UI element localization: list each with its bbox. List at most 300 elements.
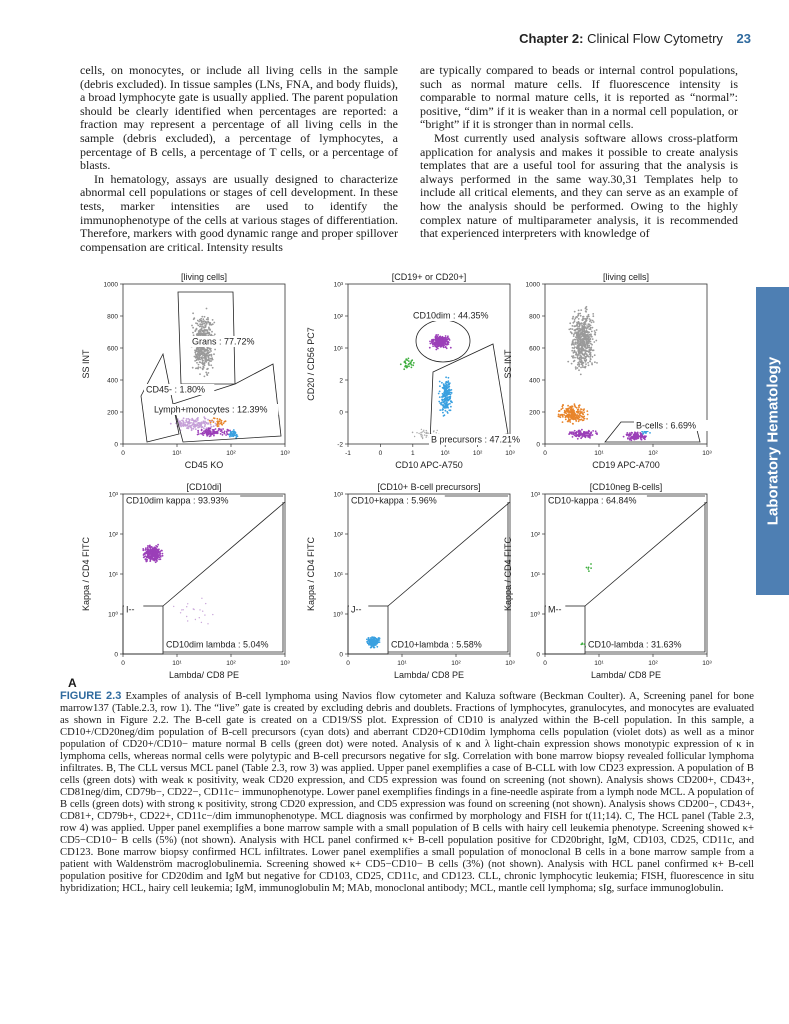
gate-label: Grans : 77.72%: [192, 336, 255, 347]
event-dot: [575, 417, 577, 419]
event-dot: [202, 323, 204, 325]
event-dot: [577, 328, 579, 330]
event-dot: [144, 549, 146, 551]
event-dot: [572, 357, 574, 359]
event-dot: [579, 325, 581, 327]
y-tick-label: 600: [107, 345, 118, 353]
event-dot: [428, 433, 429, 434]
y-tick-label: 10³: [333, 491, 343, 499]
event-dot: [584, 353, 586, 355]
plot-title: [living cells]: [602, 272, 650, 282]
event-dot: [447, 335, 449, 337]
event-dot: [637, 434, 639, 436]
event-dot: [201, 622, 202, 623]
event-dot: [578, 408, 580, 410]
event-dot: [204, 350, 206, 352]
event-dot: [233, 434, 235, 436]
event-dot: [593, 321, 595, 323]
event-dot: [152, 553, 154, 555]
event-dot: [149, 550, 151, 552]
event-dot: [208, 327, 210, 329]
event-dot: [589, 361, 591, 363]
event-dot: [230, 432, 232, 434]
event-dot: [210, 424, 212, 426]
y-tick-label: 800: [107, 313, 118, 321]
event-dot: [562, 416, 564, 418]
event-dot: [582, 328, 584, 330]
event-dot: [448, 390, 450, 392]
event-dot: [213, 322, 215, 324]
event-dot: [635, 434, 637, 436]
event-dot: [194, 350, 196, 352]
event-dot: [145, 547, 147, 549]
event-dot: [580, 374, 582, 376]
event-dot: [184, 422, 186, 424]
y-tick-label: 0: [114, 441, 118, 449]
plot-title: [living cells]: [180, 272, 228, 282]
gate-label: CD10-lambda : 31.63%: [588, 639, 682, 650]
event-dot: [202, 422, 204, 424]
event-dot: [149, 548, 151, 550]
event-dot: [445, 407, 447, 409]
event-dot: [588, 341, 590, 343]
event-dot: [588, 326, 590, 328]
event-dot: [414, 436, 415, 437]
event-dot: [371, 638, 373, 640]
event-dot: [570, 409, 572, 411]
event-dot: [573, 361, 575, 363]
event-dot: [143, 553, 145, 555]
event-dot: [429, 347, 431, 349]
event-dot: [447, 400, 449, 402]
event-dot: [220, 433, 222, 435]
event-dot: [572, 339, 574, 341]
event-dot: [445, 385, 447, 387]
event-dot: [441, 402, 443, 404]
event-dot: [577, 418, 579, 420]
event-dot: [440, 345, 442, 347]
event-dot: [590, 358, 592, 360]
event-dot: [569, 322, 571, 324]
x-tick-label: 10³: [280, 660, 290, 667]
event-dot: [173, 606, 174, 607]
event-dot: [586, 317, 588, 319]
event-dot: [201, 427, 203, 429]
event-dot: [197, 419, 199, 421]
event-dot: [204, 316, 206, 318]
event-dot: [413, 362, 415, 364]
event-dot: [580, 415, 582, 417]
event-dot: [208, 328, 210, 330]
event-dot: [568, 407, 570, 409]
event-dot: [444, 394, 446, 396]
event-dot: [210, 360, 212, 362]
event-dot: [370, 647, 372, 649]
event-dot: [592, 313, 594, 315]
event-dot: [574, 405, 576, 407]
event-dot: [222, 434, 224, 436]
event-dot: [584, 435, 586, 437]
event-dot: [586, 410, 588, 412]
event-dot: [442, 393, 444, 395]
event-dot: [207, 320, 209, 322]
event-dot: [644, 435, 646, 437]
event-dot: [406, 365, 408, 367]
event-dot: [217, 422, 219, 424]
flow-plot: [81, 482, 291, 680]
event-dot: [581, 419, 583, 421]
event-dot: [194, 330, 196, 332]
event-dot: [576, 324, 578, 326]
event-dot: [582, 366, 584, 368]
event-dot: [580, 332, 582, 334]
event-dot: [442, 344, 444, 346]
event-dot: [445, 403, 447, 405]
event-dot: [580, 361, 582, 363]
event-dot: [206, 308, 208, 310]
event-dot: [195, 619, 196, 620]
gate-label: I--: [126, 604, 135, 615]
gate-label: CD10dim : 44.35%: [413, 310, 489, 321]
y-tick-label: 10⁰: [108, 611, 118, 619]
x-axis-label: CD10 APC-A750: [395, 460, 463, 470]
event-dot: [572, 343, 574, 345]
event-dot: [210, 348, 212, 350]
event-dot: [147, 556, 149, 558]
event-dot: [583, 338, 585, 340]
event-dot: [219, 419, 221, 421]
event-dot: [433, 339, 435, 341]
event-dot: [571, 406, 573, 408]
x-tick-label: 10²: [451, 660, 461, 667]
event-dot: [154, 555, 156, 557]
event-dot: [221, 430, 223, 432]
x-tick-label: 0: [121, 660, 125, 667]
event-dot: [558, 410, 560, 412]
event-dot: [583, 333, 585, 335]
event-dot: [578, 430, 580, 432]
event-dot: [589, 347, 591, 349]
event-dot: [582, 341, 584, 343]
event-dot: [207, 432, 209, 434]
event-dot: [639, 432, 641, 434]
event-dot: [422, 431, 423, 432]
event-dot: [633, 436, 635, 438]
event-dot: [213, 435, 215, 437]
event-dot: [565, 419, 567, 421]
gate-label: CD10-kappa : 64.84%: [548, 495, 637, 506]
event-dot: [201, 351, 203, 353]
event-dot: [196, 357, 198, 359]
y-axis-label: Kappa / CD4 FITC: [503, 536, 513, 612]
x-tick-label: 0: [543, 660, 547, 667]
event-dot: [429, 341, 431, 343]
event-dot: [196, 323, 198, 325]
event-dot: [207, 347, 209, 349]
event-dot: [186, 418, 188, 420]
x-tick-label: 10¹: [172, 660, 182, 667]
event-dot: [218, 425, 220, 427]
event-dot: [585, 331, 587, 333]
y-tick-label: 10¹: [333, 571, 343, 579]
event-dot: [212, 614, 213, 615]
event-dot: [448, 338, 450, 340]
event-dot: [568, 411, 570, 413]
y-tick-label: -2: [337, 441, 343, 449]
event-dot: [210, 364, 212, 366]
event-dot: [205, 326, 207, 328]
event-dot: [582, 433, 584, 435]
event-dot: [447, 407, 449, 409]
event-dot: [181, 609, 182, 610]
event-dot: [588, 331, 590, 333]
event-dot: [445, 410, 447, 412]
event-dot: [578, 406, 580, 408]
event-dot: [577, 314, 579, 316]
event-dot: [590, 563, 592, 565]
event-dot: [577, 358, 579, 360]
event-dot: [588, 328, 590, 330]
event-dot: [193, 428, 195, 430]
event-dot: [571, 363, 573, 365]
event-dot: [592, 338, 594, 340]
event-dot: [232, 433, 234, 435]
event-dot: [588, 345, 590, 347]
event-dot: [443, 346, 445, 348]
event-dot: [205, 322, 207, 324]
event-dot: [203, 347, 205, 349]
event-dot: [201, 327, 203, 329]
event-dot: [406, 359, 408, 361]
event-dot: [588, 324, 590, 326]
event-dot: [565, 413, 567, 415]
event-dot: [582, 416, 584, 418]
event-dot: [443, 415, 445, 417]
event-dot: [577, 438, 579, 440]
event-dot: [588, 567, 590, 569]
event-dot: [447, 387, 449, 389]
event-dot: [439, 385, 441, 387]
event-dot: [439, 409, 441, 411]
event-dot: [586, 355, 588, 357]
x-tick-label: 10¹: [440, 450, 450, 457]
event-dot: [410, 360, 412, 362]
event-dot: [213, 421, 215, 423]
event-dot: [400, 363, 402, 365]
event-dot: [434, 343, 436, 345]
event-dot: [571, 350, 573, 352]
event-dot: [561, 406, 563, 408]
event-dot: [182, 420, 184, 422]
event-dot: [205, 358, 207, 360]
event-dot: [208, 422, 210, 424]
event-dot: [202, 355, 204, 357]
event-dot: [432, 345, 434, 347]
event-dot: [567, 361, 569, 363]
event-dot: [191, 428, 193, 430]
event-dot: [574, 415, 576, 417]
event-dot: [438, 401, 440, 403]
event-dot: [575, 339, 577, 341]
x-tick-label: 10¹: [397, 660, 407, 667]
event-dot: [572, 316, 574, 318]
event-dot: [596, 432, 598, 434]
event-dot: [211, 432, 213, 434]
event-dot: [204, 329, 206, 331]
running-head: [519, 31, 751, 46]
event-dot: [644, 438, 646, 440]
gate-label: CD10dim kappa : 93.93%: [126, 495, 229, 506]
event-dot: [187, 603, 188, 604]
event-dot: [202, 432, 204, 434]
event-dot: [574, 357, 576, 359]
event-dot: [583, 341, 585, 343]
event-dot: [587, 362, 589, 364]
event-dot: [562, 407, 564, 409]
event-dot: [201, 429, 203, 431]
plot-title: [CD10di]: [186, 482, 222, 492]
event-dot: [199, 609, 200, 610]
event-dot: [445, 335, 447, 337]
event-dot: [208, 430, 210, 432]
event-dot: [439, 396, 441, 398]
event-dot: [589, 435, 591, 437]
y-axis-label: CD20 / CD56 PC7: [306, 327, 316, 401]
event-dot: [203, 420, 205, 422]
event-dot: [595, 430, 597, 432]
x-tick-label: 0: [346, 660, 350, 667]
event-dot: [574, 311, 576, 313]
event-dot: [199, 424, 201, 426]
y-tick-label: 10²: [333, 531, 343, 539]
event-dot: [421, 429, 422, 430]
event-dot: [404, 360, 406, 362]
event-dot: [191, 418, 193, 420]
event-dot: [578, 405, 580, 407]
event-dot: [558, 414, 560, 416]
x-tick-label: 10¹: [172, 450, 182, 457]
event-dot: [450, 347, 452, 349]
event-dot: [198, 433, 200, 435]
event-dot: [594, 333, 596, 335]
event-dot: [587, 343, 589, 345]
event-dot: [583, 419, 585, 421]
event-dot: [215, 423, 217, 425]
event-dot: [590, 347, 592, 349]
event-dot: [421, 432, 422, 433]
event-dot: [426, 435, 427, 436]
event-dot: [447, 344, 449, 346]
event-dot: [590, 567, 592, 569]
event-dot: [439, 343, 441, 345]
event-dot: [573, 347, 575, 349]
gate-label: B-cells : 6.69%: [636, 420, 697, 431]
event-dot: [444, 388, 446, 390]
event-dot: [192, 332, 194, 334]
event-dot: [151, 550, 153, 552]
event-dot: [211, 331, 213, 333]
event-dot: [443, 341, 445, 343]
event-dot: [594, 332, 596, 334]
event-dot: [156, 546, 158, 548]
event-dot: [441, 382, 443, 384]
event-dot: [219, 421, 221, 423]
event-dot: [209, 435, 211, 437]
event-dot: [575, 343, 577, 345]
event-dot: [370, 637, 372, 639]
event-dot: [442, 412, 444, 414]
event-dot: [581, 327, 583, 329]
event-dot: [187, 620, 188, 621]
event-dot: [574, 350, 576, 352]
event-dot: [567, 405, 569, 407]
event-dot: [376, 646, 378, 648]
event-dot: [623, 436, 625, 438]
event-dot: [574, 319, 576, 321]
event-dot: [446, 391, 448, 393]
event-dot: [202, 361, 204, 363]
event-dot: [421, 436, 422, 437]
event-dot: [438, 345, 440, 347]
event-dot: [578, 353, 580, 355]
event-dot: [576, 353, 578, 355]
event-dot: [585, 310, 587, 312]
event-dot: [200, 323, 202, 325]
event-dot: [578, 322, 580, 324]
event-dot: [572, 410, 574, 412]
event-dot: [573, 355, 575, 357]
event-dot: [581, 345, 583, 347]
event-dot: [582, 316, 584, 318]
event-dot: [193, 317, 195, 319]
event-dot: [421, 434, 422, 435]
y-axis-label: Kappa / CD4 FITC: [306, 536, 316, 612]
event-dot: [443, 384, 445, 386]
event-dot: [193, 422, 195, 424]
gate-label: CD10+kappa : 5.96%: [351, 495, 437, 506]
event-dot: [229, 436, 231, 438]
event-dot: [222, 428, 224, 430]
event-dot: [210, 422, 212, 424]
gate-label: J--: [351, 604, 362, 615]
event-dot: [214, 418, 216, 420]
event-dot: [580, 437, 582, 439]
x-tick-label: 10³: [702, 660, 712, 667]
event-dot: [204, 418, 206, 420]
gate-label: B precursors : 47.21%: [431, 434, 521, 445]
event-dot: [586, 353, 588, 355]
event-dot: [206, 349, 208, 351]
y-tick-label: 10⁰: [530, 611, 540, 619]
event-dot: [444, 392, 446, 394]
event-dot: [567, 421, 569, 423]
event-dot: [593, 341, 595, 343]
event-dot: [578, 364, 580, 366]
event-dot: [196, 348, 198, 350]
event-dot: [191, 425, 193, 427]
event-dot: [202, 366, 204, 368]
event-dot: [572, 436, 574, 438]
event-dot: [568, 329, 570, 331]
event-dot: [583, 349, 585, 351]
event-dot: [211, 420, 213, 422]
x-axis-label: CD45 KO: [184, 460, 224, 470]
event-dot: [183, 422, 185, 424]
event-dot: [575, 420, 577, 422]
event-dot: [423, 430, 424, 431]
event-dot: [442, 338, 444, 340]
event-dot: [577, 367, 579, 369]
